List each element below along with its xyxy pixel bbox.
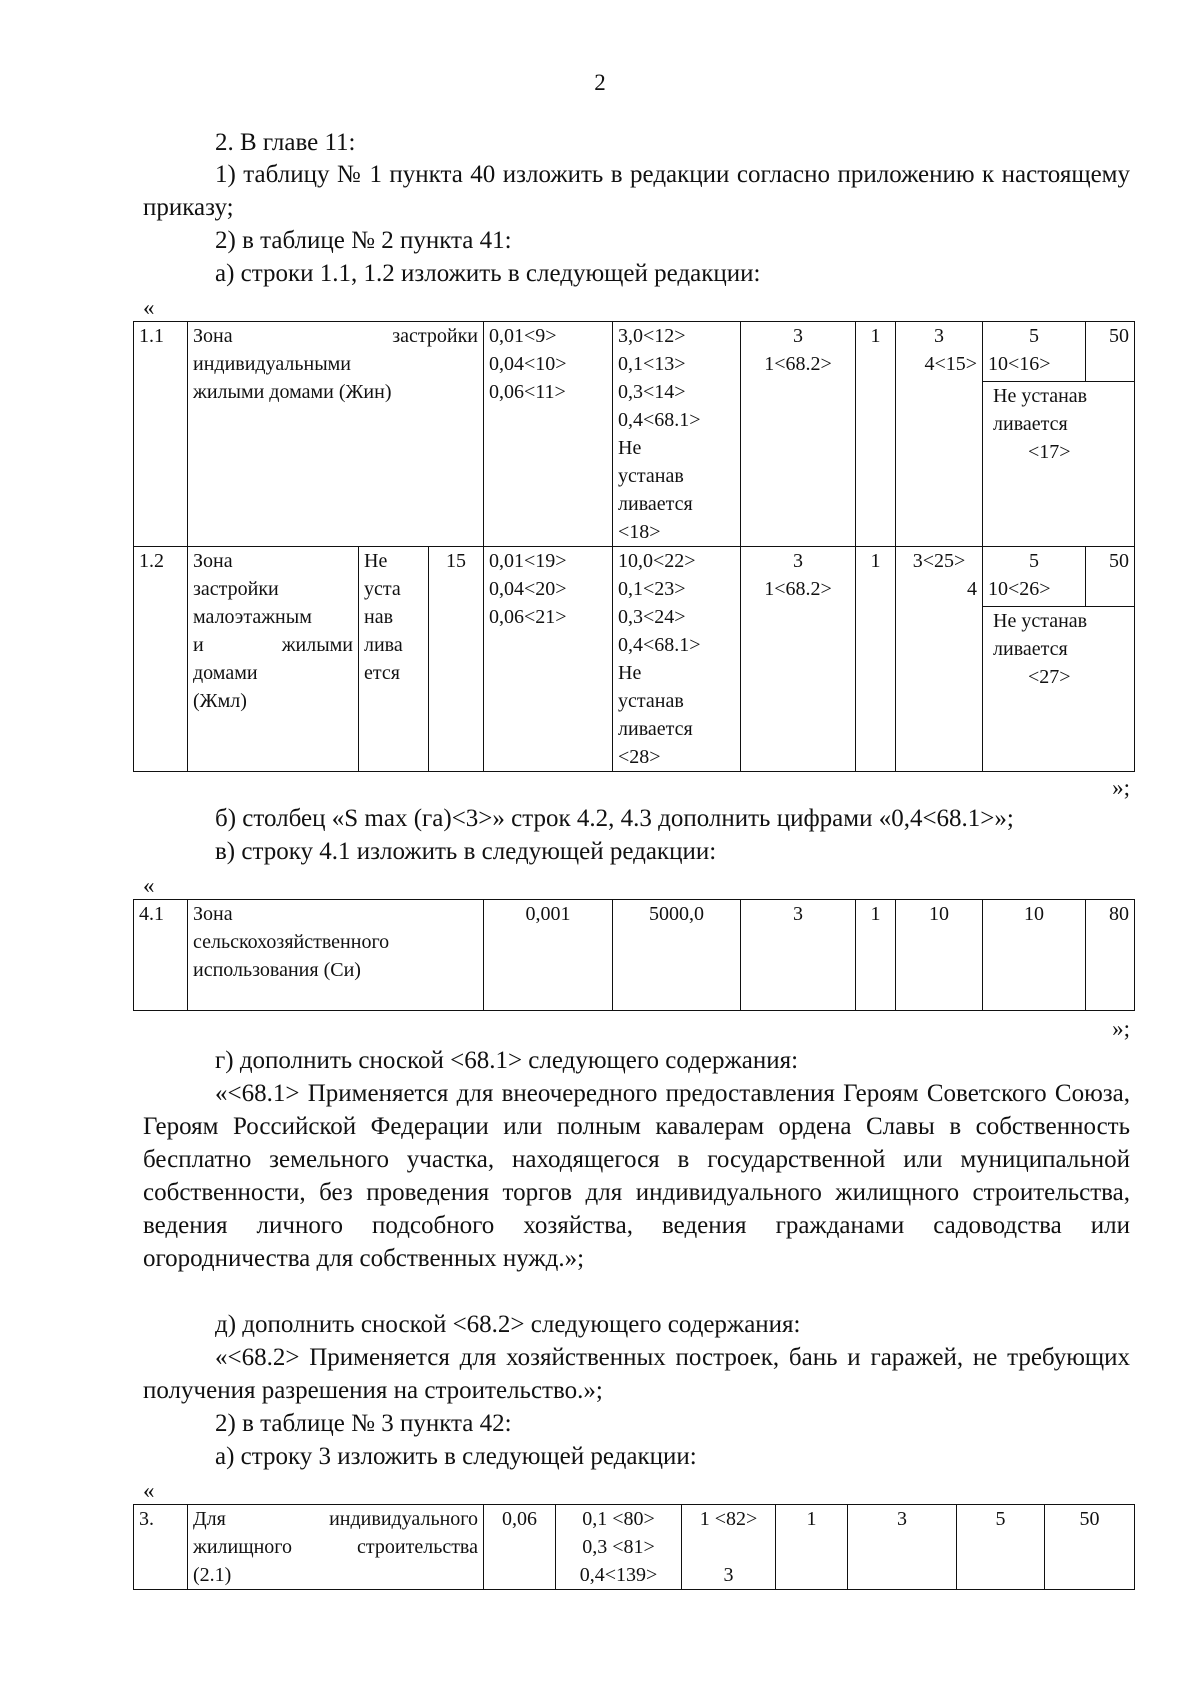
cell-col6: 1 — [856, 900, 896, 1011]
paragraph-footnote-68-2-intro: д) дополнить сноской <68.2> следующего содержания: — [215, 1311, 801, 1338]
cell-height-top: 5 10<26> — [983, 547, 1086, 607]
chapter-heading: 2. В главе 11: — [215, 129, 356, 156]
page-number: 2 — [594, 70, 606, 95]
table-row — [134, 1505, 1135, 1590]
paragraph-row-4-1: в) строку 4.1 изложить в следующей редакции: — [215, 838, 717, 865]
paragraph-column-smax: б) столбец «S max (га)<3>» строк 4.2, 4.3 дополнить цифрами «0,4<68.1>»; — [215, 805, 1014, 832]
cell-col6: 1 — [856, 322, 896, 547]
cell-height-top: 5 10<16> — [983, 322, 1086, 382]
cell-floors: 3 4<15> — [896, 322, 983, 547]
cell-floors: 3<25> 4 — [896, 547, 983, 772]
table-row-4-1 — [133, 899, 1135, 1011]
cell-setback: 3 1<68.2> — [741, 322, 856, 547]
paragraph-footnote-68-2: «<68.2> Применяется для хозяйственных построек, бань и гаражей, не требующих получения разрешения на строительство.»; — [143, 1344, 1130, 1404]
quote-open-mark: « — [143, 295, 155, 320]
cell-not-set: Не уста нав лива ется — [359, 547, 429, 772]
cell-smin: 0,01<19> 0,04<20> 0,06<21> — [484, 547, 613, 772]
cell-coverage: 80 — [1086, 900, 1135, 1011]
cell-smax: 10,0<22> 0,1<23> 0,3<24> 0,4<68.1> Не устанав ливается <28> — [613, 547, 741, 772]
zone-name: Зона сельскохозяйственного использования (Си) — [188, 900, 484, 1011]
table-row — [134, 547, 1135, 607]
paragraph-footnote-68-1-intro: г) дополнить сноской <68.1> следующего содержания: — [215, 1047, 799, 1074]
cell-height: 5 — [957, 1505, 1045, 1590]
row-number: 1.1 — [134, 322, 188, 547]
cell-floors: 10 — [896, 900, 983, 1011]
table-rows-1-1-1-2 — [133, 321, 1135, 772]
quote-close-mark: »; — [1112, 1016, 1130, 1041]
cell-smax: 0,1 <80> 0,3 <81> 0,4<139> — [556, 1505, 682, 1590]
paragraph-row-3: а) строку 3 изложить в следующей редакции: — [215, 1443, 697, 1470]
row-number: 4.1 — [134, 900, 188, 1011]
table-row-3 — [133, 1504, 1135, 1590]
cell-setback: 3 — [741, 900, 856, 1011]
cell-height: 10 — [983, 900, 1086, 1011]
zone-name: Зона застройки малоэтажным и жилыми домами (Жмл) — [188, 547, 359, 772]
row-number: 3. — [134, 1505, 188, 1590]
cell-height-bottom: Не устанав ливается <17> — [983, 382, 1135, 547]
cell-setback: 3 1<68.2> — [741, 547, 856, 772]
cell-col6: 1 — [776, 1505, 848, 1590]
cell-smin: 0,06 — [484, 1505, 556, 1590]
row-number: 1.2 — [134, 547, 188, 772]
paragraph-rows-1-1-1-2: а) строки 1.1, 1.2 изложить в следующей редакции: — [215, 260, 761, 287]
quote-open-mark: « — [143, 873, 155, 898]
cell-coverage: 50 — [1086, 322, 1135, 382]
paragraph-table2-intro: 2) в таблице № 2 пункта 41: — [215, 227, 512, 254]
cell-15: 15 — [429, 547, 484, 772]
cell-smin: 0,001 — [484, 900, 613, 1011]
table-row — [134, 322, 1135, 382]
cell-smin: 0,01<9> 0,04<10> 0,06<11> — [484, 322, 613, 547]
paragraph-footnote-68-1: «<68.1> Применяется для внеочередного предоставления Героям Советского Союза, Героям Российской Федерации или полным кавалерам ордена Славы в собственность бесплатно земельного участка, находящегося в государственной или муниципальной собственности, без проведения торгов для индивидуального жилищного строительства, ведения личного подсобного хозяйства, ведения гражданами садоводства или огородничества для собственных нужд.»; — [143, 1080, 1130, 1272]
cell-setback: 1 <82> 3 — [682, 1505, 776, 1590]
cell-coverage: 50 — [1086, 547, 1135, 607]
paragraph-table1: 1) таблицу № 1 пункта 40 изложить в редакции согласно приложению к настоящему приказу; — [143, 161, 1130, 221]
cell-coverage: 50 — [1045, 1505, 1135, 1590]
cell-col6: 1 — [856, 547, 896, 772]
cell-smax: 5000,0 — [613, 900, 741, 1011]
table-row — [134, 900, 1135, 1011]
zone-name: Зона застройки индивидуальными жилыми домами (Жин) — [188, 322, 484, 547]
paragraph-table3-intro: 2) в таблице № 3 пункта 42: — [215, 1410, 512, 1437]
cell-floors: 3 — [848, 1505, 957, 1590]
cell-height-bottom: Не устанав ливается <27> — [983, 607, 1135, 772]
zone-name: Для индивидуального жилищного строительства (2.1) — [188, 1505, 484, 1590]
cell-smax: 3,0<12> 0,1<13> 0,3<14> 0,4<68.1> Не устанав ливается <18> — [613, 322, 741, 547]
quote-open-mark: « — [143, 1478, 155, 1503]
quote-close-mark: »; — [1112, 775, 1130, 800]
